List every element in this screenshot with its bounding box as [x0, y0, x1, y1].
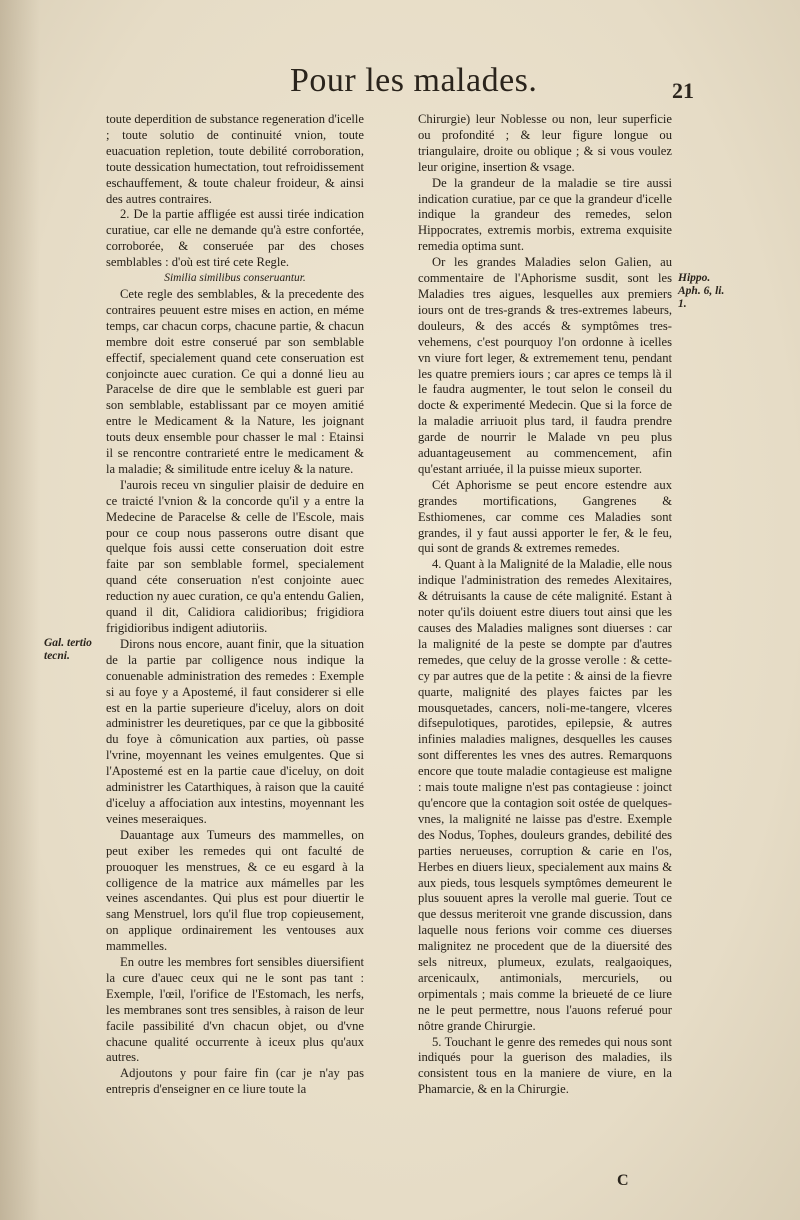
paragraph: De la grandeur de la maladie se tire aussi indication curatiue, par ce que la grandeur d'icelle indique la grandeur des remedes, selon Hippocrates, extremis morbis, extrema exquisite remedia optima sunt.: [418, 175, 672, 254]
paragraph: 2. De la partie affligée est aussi tirée indication curatiue, car elle ne demande qu'à estre confortée, corroborée, & conseruée par des choses semblables : d'où est tiré cete Regle.: [106, 207, 364, 270]
paragraph: 5. Touchant le genre des remedes qui nous sont indiqués pour la guerison des maladies, ils consistent tous en la maniere de viure, en la Phamarcie, & en la Chirurgie.: [418, 1034, 672, 1097]
left-column: [106, 112, 364, 1098]
paragraph: Dauantage aux Tumeurs des mammelles, on peut exiber les remedes qui ont faculté de prouoquer les menstrues, & ce eu esgard à la colligence de la matrice aux mámelles par les veines ascendantes. Qui plus est pour diuertir le sang Menstruel, lors qu'il flue trop copieusement, on applique ordinairement les ventouses aux mammelles.: [106, 827, 364, 954]
paragraph: En outre les membres fort sensibles diuersifient la cure d'auec ceux qui ne le sont pas tant : Exemple, l'œil, l'orifice de l'Estomach, les nerfs, les membranes sont tres sensibles, à raison de leur facile passibilité d'vn chacun objet, ou d'vne chacune qualité occurrente à iceux plus qu'aux autres.: [106, 955, 364, 1065]
paragraph: I'aurois receu vn singulier plaisir de deduire en ce traicté l'vnion & la concorde qu'il y a entre la Medecine de Paracelse & celle de l'Escole, mais pour ce coup nous passerons outre disant que quelque fois aussi cette conseruation doit estre faite par son semblable formel, specialement quand céte conseruation n'est conjointe auec reduction ny auec curation, ce qu'a entendu Galien, quand il dit, Calidiora calidioribus; frigidiora frigidioribus indigent adiutoriis.: [106, 477, 364, 635]
paragraph: 4. Quant à la Malignité de la Maladie, elle nous indique l'administration des remedes Alexitaires, & détruisants la cause de céte malignité. Estant à noter qu'ils doiuent estre diuers tout ainsi que les causes des Maladies malignes sont diuerses : car la malignité de la peste se dompte par d'autres remedes, que celuy de la grosse verolle : & cette-cy par autres que de la petite : & ainsi de la fievre quarte, malignité des playes faictes par les mousquetades, cancers, noli-me-tangere, vlceres difsepulotiques, parotides, epilepsie, & autres infinies maladies malignes, desquelles les causes sont differentes les vnes des autres. Remarquons encore que toute maladie contagieuse est maligne : mais toute maligne n'est pas contagieuse : joinct qu'encore que la contagion soit ostée de quelques-vnes, la malignité ne laisse pas d'estre. Exemple des Nodus, Tophes, douleurs grandes, debilité des parties nerueuses, corruption & carie en l'os, Herbes en diuers lieux, specialement aux mains & aux pieds, tous lesquels symptômes demeurent le plus souuent apres la verolle mal guerie. Tout ce que dessus meriteroit vne grande discussion, dans laquelle nous ferions voir comme ces diuerses malignitez ne procedent que de la diuersité des sels nitreux, plumeux, ezulats, realgaoiques, arcenicaulx, antimonials, mercuriels, ou orpimentals ; mais comme la brieueté de ce liure ne le peut permettre, nous l'auons referué pour nôtre grande Chirurgie.: [418, 557, 672, 1033]
paragraph: Or les grandes Maladies selon Galien, au commentaire de l'Aphorisme susdit, sont les Maladies tres aigues, lesquelles aux premiers iours ont de tres-grands & tres-extremes labeurs, douleurs, & des accés & symptômes tres-vehemens, c'est pourquoy l'on ordonne à icelles vn viure fort leger, & extremement tenu, pendant les quatre premiers iours ; car apres ce temps là il le faudra augmenter, le tout selon le conseil du docte & experimenté Medecin. Que si la force de la maladie arriuoit plus tard, il faudra prendre garde de nourrir le Malade vn peu plus aduantageusement au commencement, afin qu'estant arriuée, il la puisse mieux suporter.: [418, 255, 672, 476]
gutter-shadow: [0, 0, 40, 1220]
paragraph: Chirurgie) leur Noblesse ou non, leur superficie ou profondité ; & leur figure longue ou triangulaire, droite ou oblique ; & si vous voulez leur origine, insertion & vsage.: [418, 112, 672, 174]
paragraph: Adjoutons y pour faire fin (car je n'ay pas entrepris d'enseigner en ce liure toute la: [106, 1066, 364, 1097]
signature-mark: C: [617, 1172, 629, 1189]
page-number: 21: [672, 78, 694, 103]
right-column: [418, 112, 672, 1098]
margin-note-right: Hippo. Aph. 6, li. 1.: [678, 272, 725, 310]
paragraph: Cete regle des semblables, & la precedente des contraires peuuent estre mises en action, en méme temps, car chacun corps, chacune partie, & chacun membre doit estre conserué par son semblable effectif, specialement quand cete conseruation est conjoincte auec curation. Ce qui a donné lieu au Paracelse de dire que le semblable est gueri par son semblable, establissant par ce moyen amitié entre le Medicament & la Nature, les joignant touts deux ensemble pour chasser le mal : Etainsi il se rencontre contrarieté entre le medicament & la maladie; & similitude entre iceluy & la nature.: [106, 286, 364, 476]
latin-rule: Similia similibus conseruantur.: [164, 272, 306, 285]
margin-note-left: Gal. tertio tecni.: [44, 637, 92, 662]
running-head-title: Pour les malades.: [290, 62, 538, 99]
running-head: [0, 58, 800, 108]
paragraph: Cét Aphorisme se peut encore estendre aux grandes mortifications, Gangrenes & Esthiomenes, car comme ces Maladies sont grandes, il y faut aussi apporter le fer, & le feu, qui sont de grands & extremes remedes.: [418, 477, 672, 556]
paragraph: Dirons nous encore, auant finir, que la situation de la partie par colligence nous indique la conuenable administration des remedes : Exemple si au foye y a Apostemé, il faut considerer si elle est en la partie superieure d'iceluy, alors on doit administrer les deuretiques, par ce que la gibbosité du foye à cômunication aux parties, où passe l'vrine, moyennant les veines emulgentes. Que si l'Apostemé est en la partie caue d'iceluy, on doit administrer les Catarthiques, à raison que la cauité d'iceluy a affociation aux intestins, moyennant les veines meseraiques.: [106, 636, 364, 826]
paragraph: toute deperdition de substance regeneration d'icelle ; toute solutio de continuité vnion, toute euacuation repletion, toute debilité corroboration, toute dessication humectation, tout refroidissement eschauffement, & toute chaleur froideur, & ainsi des autres contraires.: [106, 112, 364, 206]
